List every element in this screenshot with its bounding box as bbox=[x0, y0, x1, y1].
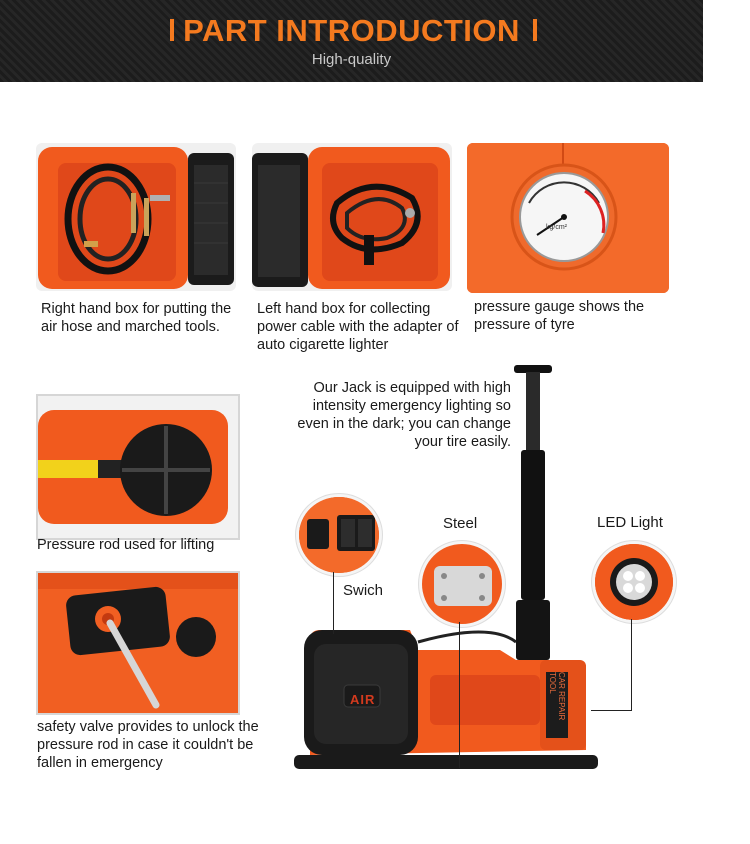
right-box-caption: Right hand box for putting the air hose and marched tools. bbox=[41, 301, 232, 335]
led-leader-line bbox=[631, 619, 632, 711]
safety-valve-caption: safety valve provides to unlock the pressure rod in case it couldn't be fallen in emergency bbox=[37, 719, 259, 771]
switch-leader-line bbox=[333, 572, 334, 634]
page-title: PART INTRODUCTION bbox=[183, 13, 520, 48]
led-leader-line-horizontal bbox=[591, 710, 632, 711]
brand-label: CAR REPAIR TOOL bbox=[548, 672, 566, 721]
pressure-rod-caption: Pressure rod used for lifting bbox=[37, 537, 215, 553]
gauge-photo bbox=[467, 143, 669, 293]
safety-valve-photo bbox=[36, 571, 240, 715]
steel-leader-line bbox=[459, 622, 460, 768]
steel-label: Steel bbox=[443, 515, 478, 532]
switch-label: Swich bbox=[343, 582, 384, 599]
gauge-caption: pressure gauge shows the pressure of tyre bbox=[474, 299, 645, 333]
right-box-photo bbox=[36, 143, 236, 291]
left-box-caption: Left hand box for collecting power cable with the adapter of auto cigarette lighter bbox=[257, 301, 459, 353]
gauge-unit-label: kg/cm² bbox=[546, 224, 567, 231]
left-box-photo bbox=[252, 143, 452, 291]
lighting-caption: Our Jack is equipped with high intensity emergency lighting so even in the dark; you can change your tire easily. bbox=[297, 380, 511, 450]
air-label: AIR bbox=[350, 692, 376, 707]
steel-callout bbox=[419, 541, 505, 627]
led-label: LED Light bbox=[597, 514, 663, 531]
led-callout bbox=[592, 541, 676, 623]
pressure-rod-photo bbox=[36, 394, 240, 540]
page-subtitle: High-quality bbox=[311, 51, 392, 68]
switch-callout bbox=[296, 494, 382, 576]
